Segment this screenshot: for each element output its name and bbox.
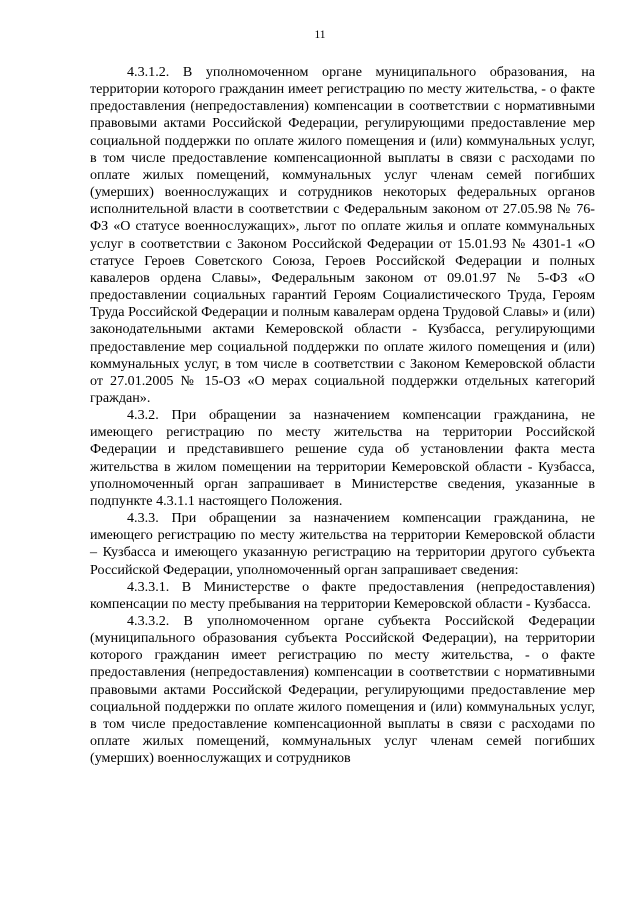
- paragraph-4-3-3: 4.3.3. При обращении за назначением компенсации гражданина, не имеющего регистрацию по месту жительства на территории Кемеровской области – Кузбасса и имеющего указанную регистрацию на территории другого субъекта Российской Федерации, уполномоченный орган запрашивает сведения:: [90, 510, 595, 578]
- document-body: [90, 64, 595, 767]
- paragraph-4-3-3-2: 4.3.3.2. В уполномоченном органе субъекта Российской Федерации (муниципального образования субъекта Российской Федерации), на территории которого гражданин имеет регистрацию по месту жительства, - о факте предоставления (непредоставления) компенсации в соответствии с нормативными правовыми актами Российской Федерации, регулирующими предоставление мер социальной поддержки по оплате жилого помещения и (или) коммунальных услуг, в том числе предоставление компенсационной выплаты в связи с расходами по оплате жилых помещений, коммунальных услуг членам семей погибших (умерших) военнослужащих и сотрудников: [90, 613, 595, 767]
- paragraph-4-3-1-2: 4.3.1.2. В уполномоченном органе муниципального образования, на территории которого гражданин имеет регистрацию по месту жительства, - о факте предоставления (непредоставления) компенсации в соответствии с нормативными правовыми актами Российской Федерации, регулирующими предоставление мер социальной поддержки по оплате жилого помещения и (или) коммунальных услуг, в том числе предоставление компенсационной выплаты в связи с расходами по оплате жилых помещений, коммунальных услуг членам семей погибших (умерших) военнослужащих и сотрудников некоторых федеральных органов исполнительной власти в соответствии с Федеральным законом от 27.05.98 № 76-ФЗ «О статусе военнослужащих», льгот по оплате жилья и оплате коммунальных услуг в соответствии с Законом Российской Федерации от 15.01.93 № 4301-1 «О статусе Героев Советского Союза, Героев Российской Федерации и полных кавалеров ордена Славы», Федеральным законом от 09.01.97 № 5-ФЗ «О предоставлении социальных гарантий Героям Социалистического Труда, Героям Труда Российской Федерации и полным кавалерам ордена Трудовой Славы» и (или) законодательными актами Кемеровской области - Кузбасса, регулирующими предоставление мер социальной поддержки по оплате жилого помещения и (или) коммунальных услуг, в том числе в соответствии с Законом Кемеровской области от 27.01.2005 № 15-ОЗ «О мерах социальной поддержки отдельных категорий граждан».: [90, 64, 595, 406]
- paragraph-4-3-2: 4.3.2. При обращении за назначением компенсации гражданина, не имеющего регистрацию по месту жительства на территории Российской Федерации и представившего решение суда об установлении факта места жительства в жилом помещении на территории Кемеровской области - Кузбасса, уполномоченный орган запрашивает в Министерстве сведения, указанные в подпункте 4.3.1.1 настоящего Положения.: [90, 407, 595, 509]
- paragraph-4-3-3-1: 4.3.3.1. В Министерстве о факте предоставления (непредоставления) компенсации по месту пребывания на территории Кемеровской области - Кузбасса.: [90, 578, 595, 612]
- page-number: 11: [314, 29, 326, 41]
